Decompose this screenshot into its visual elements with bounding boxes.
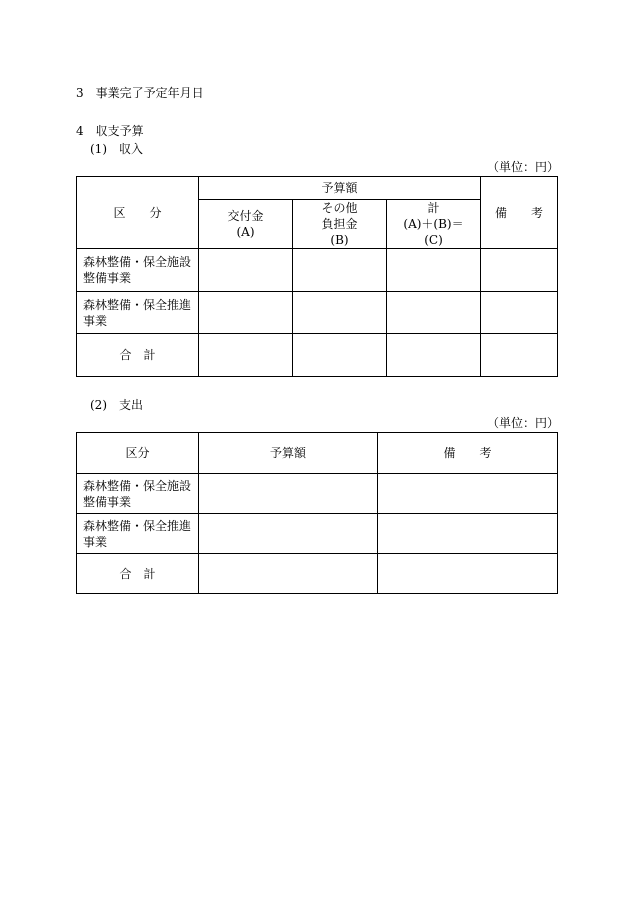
expense-header-budget: 予算額 <box>199 433 378 474</box>
expense-total-label: 合 計 <box>77 554 199 594</box>
income-header-kubun: 区 分 <box>77 177 199 249</box>
row-label-line2: 整備事業 <box>83 271 132 285</box>
table-cell <box>293 249 387 292</box>
table-cell <box>481 334 558 377</box>
table-cell <box>199 249 293 292</box>
other-label-2: 負担金 <box>321 217 358 231</box>
expense-row-label <box>77 474 199 514</box>
row-label-line2: 事業 <box>83 313 108 328</box>
table-cell <box>199 554 378 594</box>
other-code: (B) <box>330 233 349 247</box>
row-label-line2: 整備事業 <box>83 494 132 509</box>
section-3-heading: 3 事業完了予定年月日 <box>76 86 204 100</box>
total-formula: (A)＋(B)＝ <box>403 217 464 231</box>
row-label-line1: 森林整備・保全施設 <box>83 255 192 269</box>
row-label-line2: 事業 <box>83 534 108 549</box>
table-cell <box>199 334 293 377</box>
total-code: (C) <box>424 233 443 247</box>
table-cell <box>293 292 387 334</box>
table-cell <box>378 474 558 514</box>
row-label-line1: 森林整備・保全推進 <box>83 518 192 533</box>
income-total-label: 合 計 <box>77 334 199 377</box>
expense-unit-label: （単位：円） <box>487 416 560 430</box>
expense-row-label <box>77 514 199 554</box>
table-cell <box>199 474 378 514</box>
table-cell <box>378 514 558 554</box>
table-cell <box>378 554 558 594</box>
table-cell <box>481 249 558 292</box>
income-unit-label: （単位：円） <box>487 160 560 174</box>
table-cell <box>481 292 558 334</box>
section-4-heading: 4 収支予算 <box>76 124 144 138</box>
income-row-label <box>77 292 199 334</box>
expense-header-remarks: 備 考 <box>378 433 558 474</box>
income-header-budget: 予算額 <box>199 177 481 200</box>
income-header-grant <box>199 200 293 249</box>
income-row-label <box>77 249 199 292</box>
table-cell <box>387 292 481 334</box>
table-cell <box>387 334 481 377</box>
income-header-other-share <box>293 200 387 249</box>
expense-subheading: (2) 支出 <box>90 398 143 412</box>
income-header-total <box>387 200 481 249</box>
table-cell <box>199 292 293 334</box>
table-cell <box>293 334 387 377</box>
row-label-line1: 森林整備・保全推進 <box>83 297 192 312</box>
expense-header-kubun: 区分 <box>77 433 199 474</box>
total-label: 計 <box>427 201 440 215</box>
row-label-line1: 森林整備・保全施設 <box>83 478 192 493</box>
table-cell <box>387 249 481 292</box>
grant-label: 交付金 <box>227 209 264 223</box>
grant-code: (A) <box>236 225 255 239</box>
income-header-remarks: 備 考 <box>481 177 558 249</box>
expense-table <box>76 432 558 594</box>
income-table <box>76 176 558 377</box>
other-label-1: その他 <box>321 201 358 215</box>
income-subheading: (1) 収入 <box>90 142 143 156</box>
table-cell <box>199 514 378 554</box>
